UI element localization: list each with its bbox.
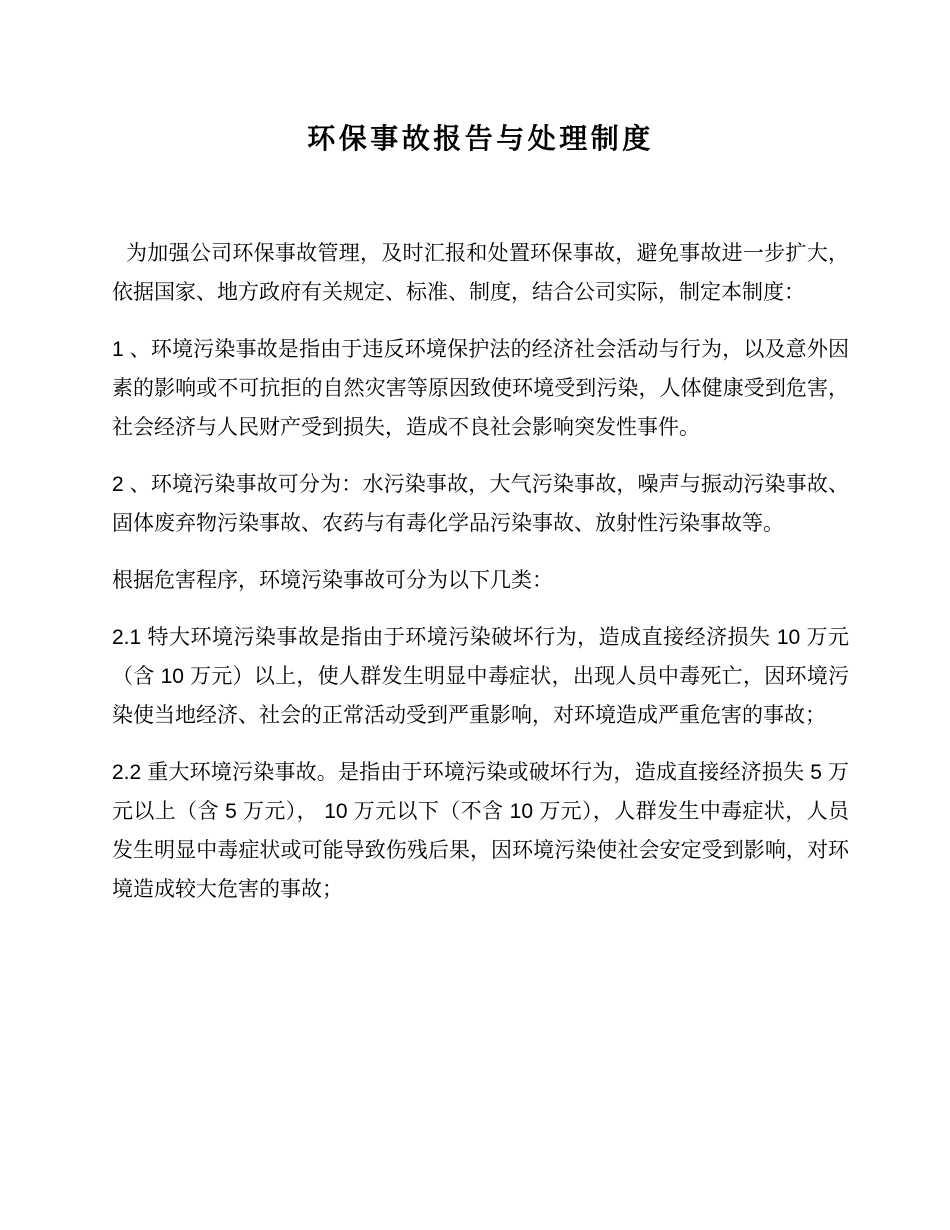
list-item-2-categories: 2 、环境污染事故可分为：水污染事故，大气污染事故，噪声与振动污染事故、固体废弃物污染事故、农药与有毒化学品污染事故、放射性污染事故等。 xyxy=(112,473,849,535)
list-item-1-definition: 1 、环境污染事故是指由于违反环境保护法的经济社会活动与行为，以及意外因素的影响或不可抗拒的自然灾害等原因致使环境受到污染，人体健康受到危害，社会经济与人民财产受到损失，造成不良社会影响突发性事件。 xyxy=(112,338,849,439)
paragraph-intro: 为加强公司环保事故管理，及时汇报和处置环保事故，避免事故进一步扩大，依据国家、地方政府有关规定、标准、制度，结合公司实际，制定本制度： xyxy=(112,242,849,304)
document-title: 环保事故报告与处理制度 xyxy=(307,124,654,155)
paragraph-classification-intro: 根据危害程序，环境污染事故可分为以下几类： xyxy=(112,569,553,592)
list-item-2-1-major-accident: 2.1 特大环境污染事故是指由于环境污染破坏行为，造成直接经济损失 10 万元（含 10 万元）以上，使人群发生明显中毒症状，出现人员中毒死亡，因环境污染使当地经济、社会的正常活动受到严重影响，对环境造成严重危害的事故； xyxy=(112,626,849,727)
list-item-2-2-serious-accident: 2.2 重大环境污染事故。是指由于环境污染或破坏行为，造成直接经济损失 5 万元以上（含 5 万元）， 10 万元以下（不含 10 万元），人群发生中毒症状，人员发生明显中毒症状或可能导致伤残后果，因环境污染使社会安定受到影响，对环境造成较大危害的事故； xyxy=(112,761,849,901)
